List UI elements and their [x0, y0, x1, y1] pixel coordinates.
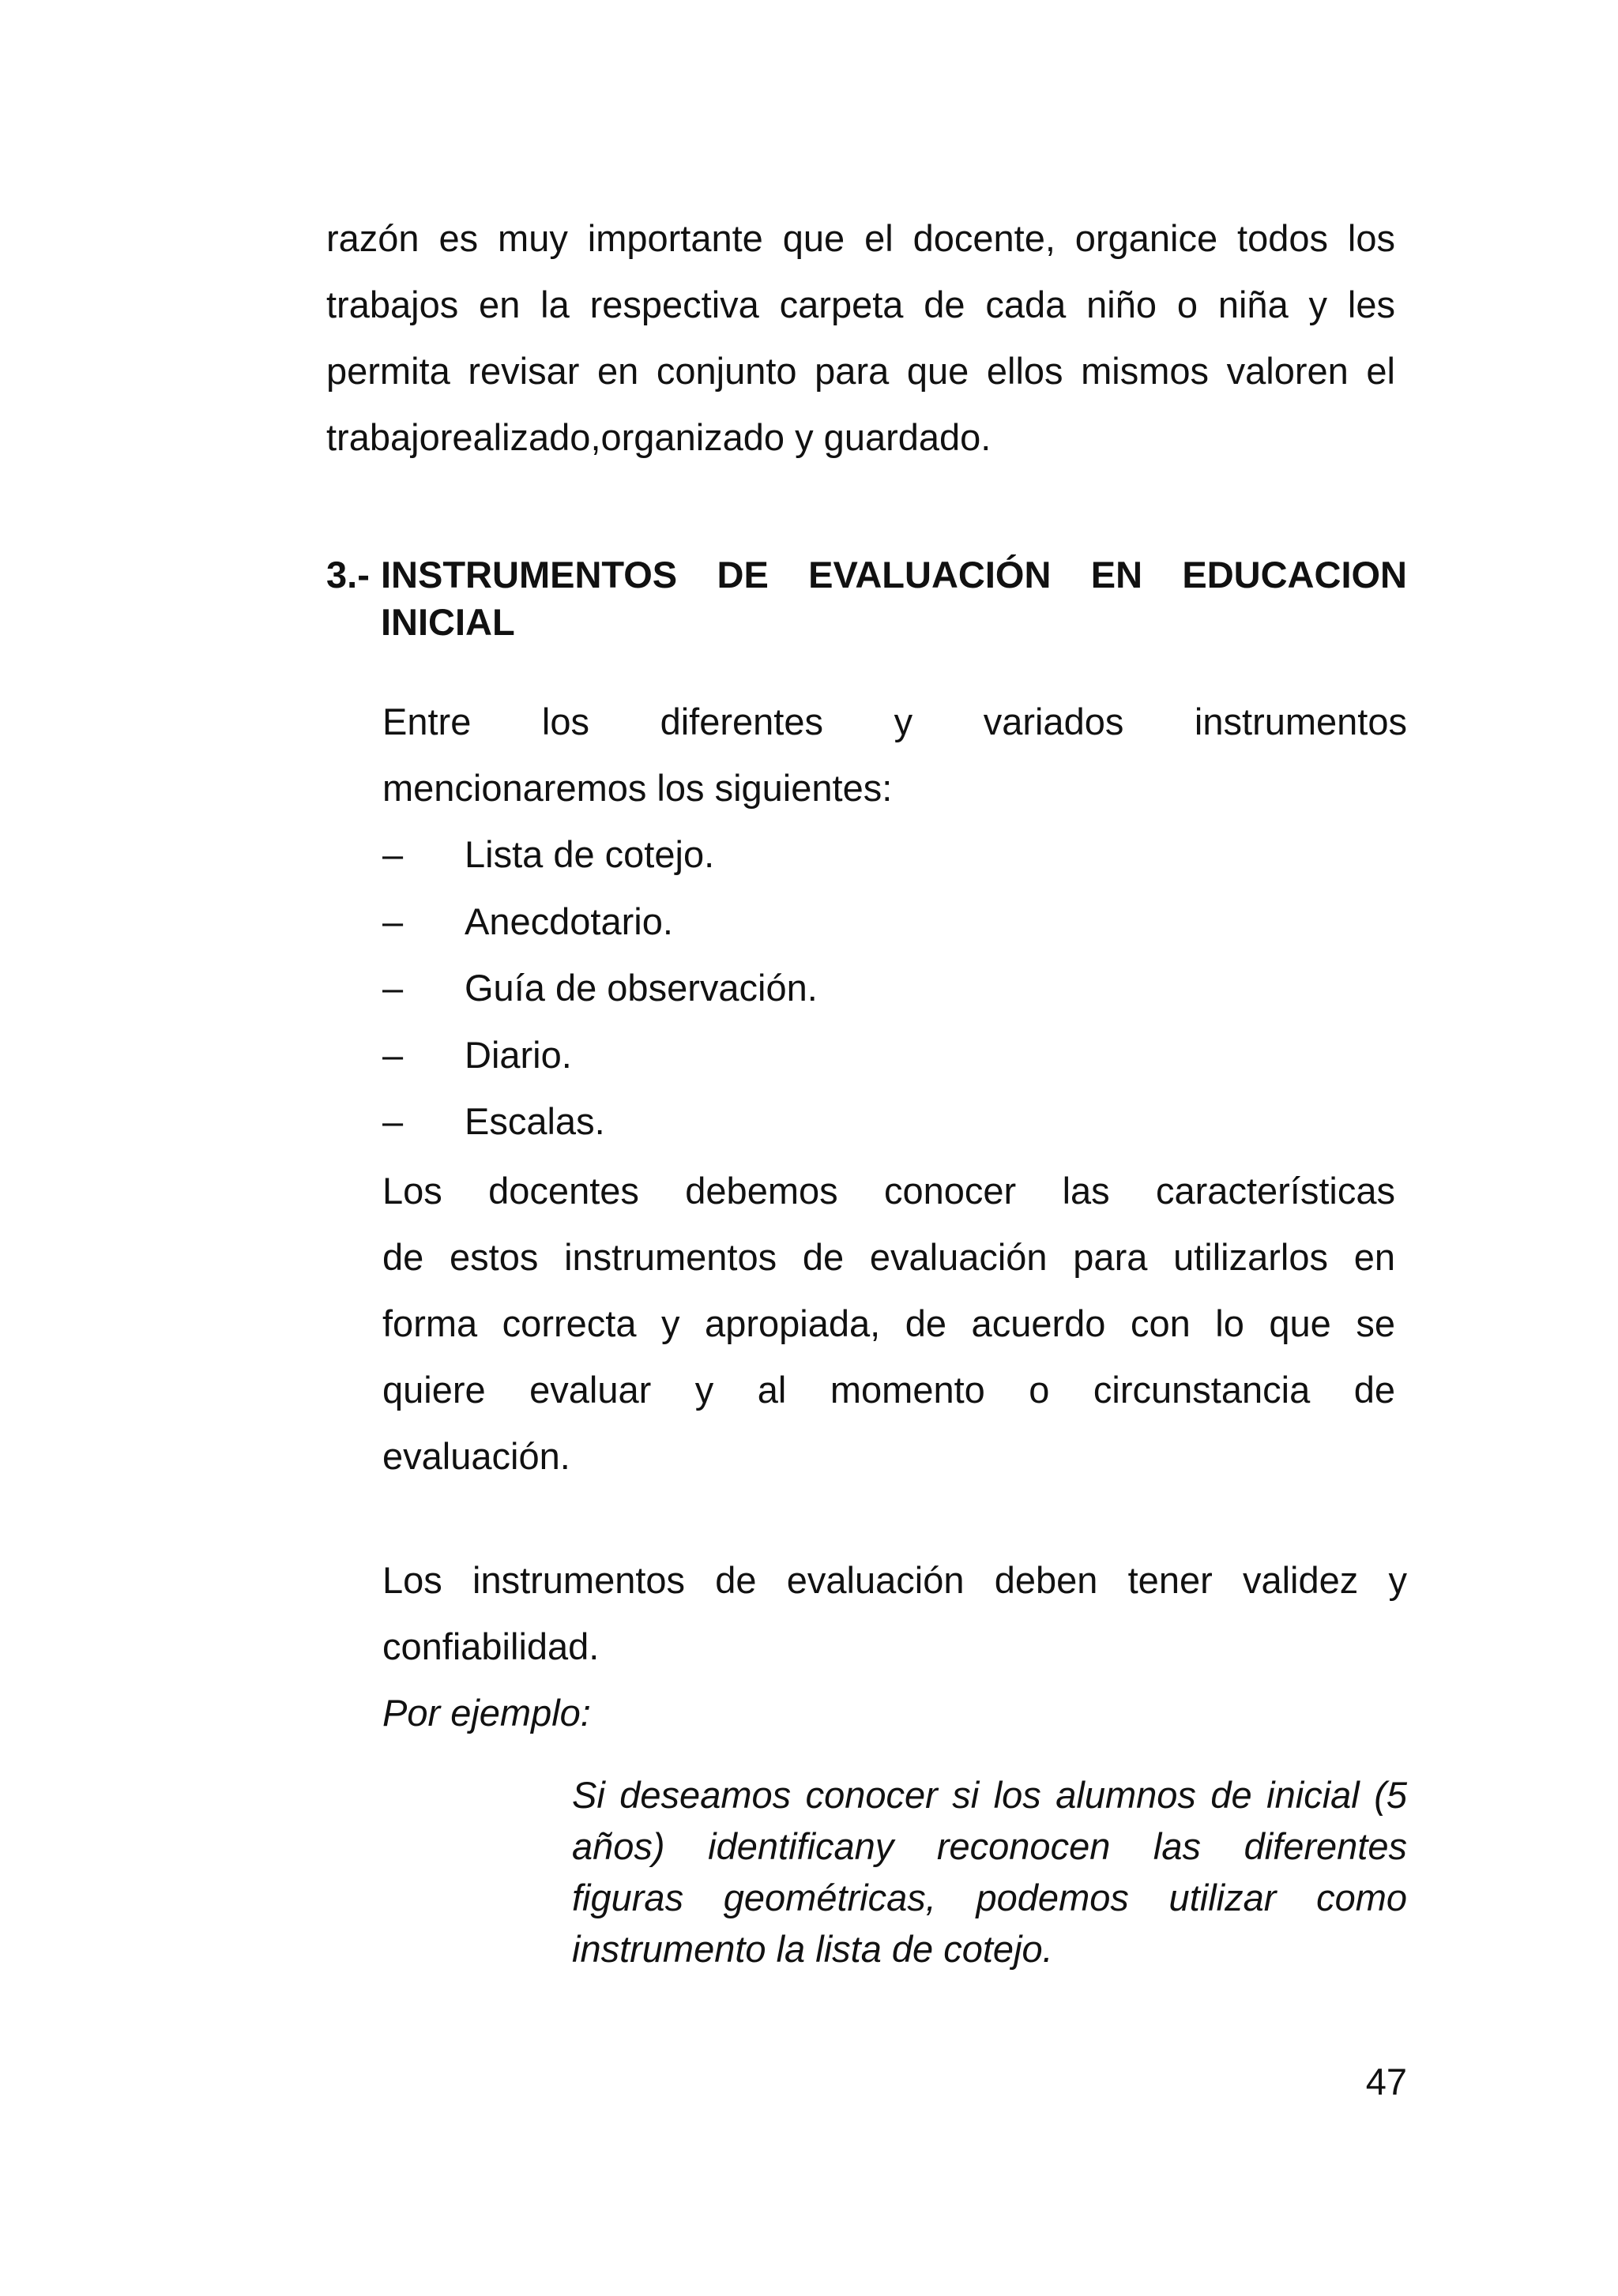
- body-line: quiere evaluar y al momento o circunstancia de: [382, 1369, 1395, 1411]
- lead-paragraph: [382, 689, 1407, 821]
- dash-bullet: –: [382, 1033, 404, 1076]
- section-title-line1: INSTRUMENTOS DE EVALUACIÓN EN EDUCACION: [381, 554, 1407, 596]
- instruments-list: [382, 821, 818, 1156]
- example-paragraph: [572, 1769, 1407, 1975]
- lead-line: mencionaremos los siguientes:: [382, 767, 893, 809]
- list-item-label: Anecdotario.: [465, 900, 673, 942]
- example-line: Si deseamos conocer si los alumnos de inicial (5: [572, 1774, 1407, 1816]
- list-item: [382, 889, 818, 956]
- body-line: forma correcta y apropiada, de acuerdo con lo que se: [382, 1302, 1395, 1344]
- section-heading: [326, 551, 1407, 646]
- section-number: 3.-: [326, 554, 370, 596]
- section-title-line2: INICIAL: [381, 601, 515, 643]
- example-line: instrumento la lista de cotejo.: [572, 1928, 1053, 1970]
- list-item: [382, 955, 818, 1022]
- list-item: [382, 1022, 818, 1089]
- lead-line: Entre los diferentes y variados instrumentos: [382, 701, 1407, 742]
- list-item-label: Diario.: [465, 1033, 572, 1076]
- body-paragraph-1: [382, 1158, 1395, 1490]
- intro-line: permita revisar en conjunto para que ellos mismos valoren el: [326, 350, 1395, 392]
- intro-line: trabajorealizado,organizado y guardado.: [326, 416, 991, 458]
- page-number: 47: [1365, 2061, 1407, 2102]
- dash-bullet: –: [382, 900, 404, 942]
- body-line: Los instrumentos de evaluación deben tener validez y: [382, 1559, 1407, 1601]
- dash-bullet: –: [382, 967, 404, 1009]
- body-line: confiabilidad.: [382, 1625, 600, 1667]
- intro-line: trabajos en la respectiva carpeta de cada niño o niña y les: [326, 284, 1395, 325]
- list-item: [382, 821, 818, 889]
- example-line: años) identificany reconocen las diferentes: [572, 1825, 1407, 1867]
- dash-bullet: –: [382, 833, 404, 875]
- dash-bullet: –: [382, 1100, 404, 1142]
- intro-paragraph: [326, 205, 1395, 471]
- body-line: evaluación.: [382, 1435, 570, 1477]
- list-item-label: Lista de cotejo.: [465, 833, 715, 875]
- list-item-label: Escalas.: [465, 1100, 605, 1142]
- body-paragraph-2: [382, 1547, 1407, 1680]
- body-line: Los docentes debemos conocer las características: [382, 1170, 1395, 1212]
- intro-line: razón es muy importante que el docente, organice todos los: [326, 217, 1395, 259]
- body-line: de estos instrumentos de evaluación para utilizarlos en: [382, 1236, 1395, 1278]
- example-line: figuras geométricas, podemos utilizar como: [572, 1877, 1407, 1918]
- list-item-label: Guía de observación.: [465, 967, 818, 1009]
- list-item: [382, 1088, 818, 1156]
- example-label: Por ejemplo:: [382, 1692, 591, 1734]
